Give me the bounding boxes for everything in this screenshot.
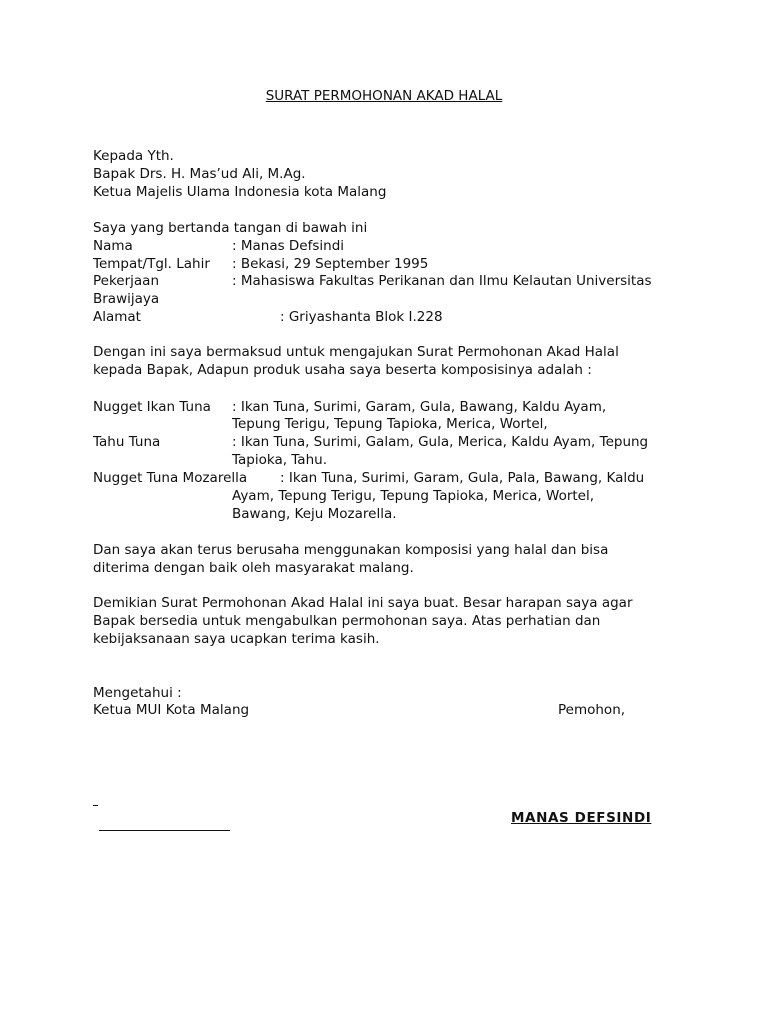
pekerjaan-label: Pekerjaan bbox=[93, 273, 160, 289]
closing-line-2: Bapak bersedia untuk mengabulkan permohonan saya. Atas perhatian dan bbox=[93, 613, 601, 629]
nama-value: : Manas Defsindi bbox=[232, 238, 345, 254]
ttl-label: Tempat/Tgl. Lahir bbox=[93, 256, 210, 272]
intro-text: Saya yang bertanda tangan di bawah ini bbox=[93, 220, 368, 236]
pemohon-name: MANAS DEFSINDI bbox=[511, 810, 652, 826]
signature-mark bbox=[93, 805, 98, 806]
ttl-value: : Bekasi, 29 September 1995 bbox=[232, 256, 429, 272]
product-name: Nugget Ikan Tuna bbox=[93, 399, 211, 415]
ketua-mui-label: Ketua MUI Kota Malang bbox=[93, 702, 250, 718]
letter-title: SURAT PERMOHONAN AKAD HALAL bbox=[265, 88, 503, 104]
product-composition-line: : Ikan Tuna, Surimi, Galam, Gula, Merica, Kaldu Ayam, Tepung bbox=[232, 434, 649, 450]
recipient-line-3: Ketua Majelis Ulama Indonesia kota Malang bbox=[93, 184, 387, 200]
product-composition-line: Ayam, Tepung Terigu, Tepung Tapioka, Merica, Wortel, bbox=[232, 488, 595, 504]
product-composition-line: Tepung Terigu, Tepung Tapioka, Merica, Wortel, bbox=[232, 416, 548, 432]
purpose-line-1: Dengan ini saya bermaksud untuk mengajukan Surat Permohonan Akad Halal bbox=[93, 344, 619, 360]
purpose-line-2: kepada Bapak, Adapun produk usaha saya beserta komposisinya adalah : bbox=[93, 362, 592, 378]
mengetahui-label: Mengetahui : bbox=[93, 685, 182, 701]
product-composition-line: Bawang, Keju Mozarella. bbox=[232, 506, 397, 522]
pekerjaan-value: : Mahasiswa Fakultas Perikanan dan Ilmu Kelautan Universitas bbox=[232, 273, 652, 289]
recipient-line-1: Kepada Yth. bbox=[93, 148, 174, 164]
product-composition-line: Tapioka, Tahu. bbox=[232, 452, 327, 468]
commitment-line-1: Dan saya akan terus berusaha menggunakan komposisi yang halal dan bisa bbox=[93, 542, 609, 558]
alamat-label: Alamat bbox=[93, 309, 141, 325]
closing-line-1: Demikian Surat Permohonan Akad Halal ini saya buat. Besar harapan saya agar bbox=[93, 595, 633, 611]
recipient-line-2: Bapak Drs. H. Mas’ud Ali, M.Ag. bbox=[93, 166, 306, 182]
alamat-value: : Griyashanta Blok I.228 bbox=[280, 309, 443, 325]
nama-label: Nama bbox=[93, 238, 133, 254]
closing-line-3: kebijaksanaan saya ucapkan terima kasih. bbox=[93, 631, 380, 647]
product-composition-line: : Ikan Tuna, Surimi, Garam, Gula, Bawang, Kaldu Ayam, bbox=[232, 399, 607, 415]
product-name: Tahu Tuna bbox=[93, 434, 161, 450]
ketua-signature-line bbox=[99, 830, 230, 831]
product-name: Nugget Tuna Mozarella bbox=[93, 470, 248, 486]
commitment-line-2: diterima dengan baik oleh masyarakat malang. bbox=[93, 560, 414, 576]
product-composition-line: : Ikan Tuna, Surimi, Garam, Gula, Pala, Bawang, Kaldu bbox=[280, 470, 645, 486]
pekerjaan-value-cont: Brawijaya bbox=[93, 291, 160, 307]
pemohon-label: Pemohon, bbox=[558, 702, 626, 718]
